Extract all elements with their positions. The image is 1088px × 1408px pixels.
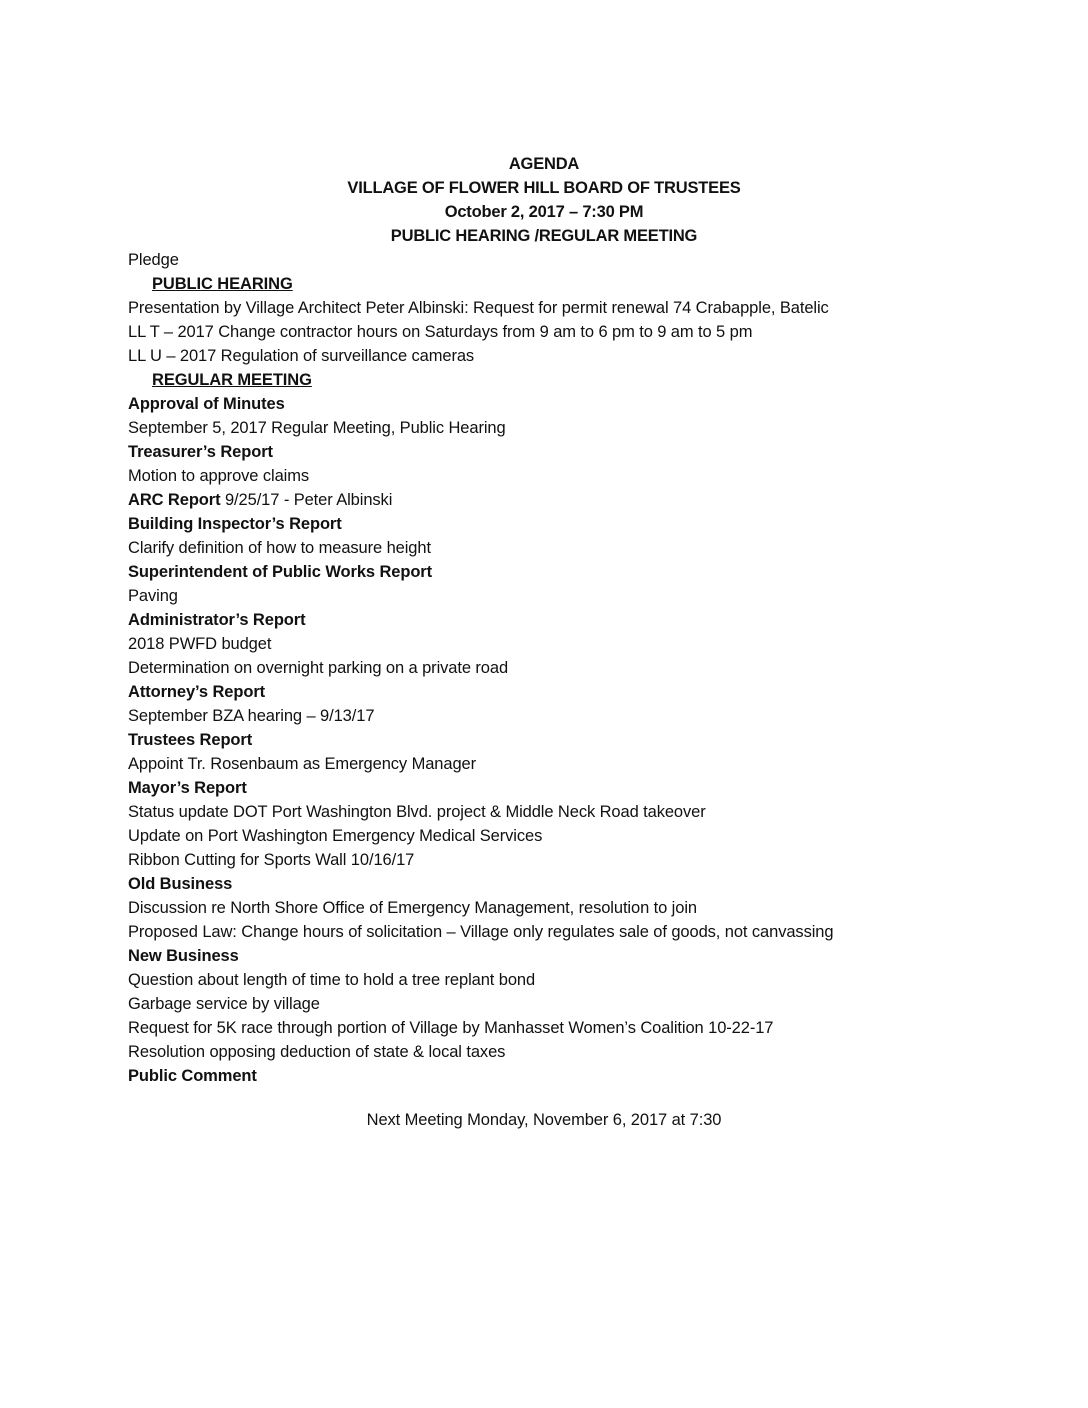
next-meeting-note: Next Meeting Monday, November 6, 2017 at 7:30	[366, 1111, 722, 1129]
list-item: Presentation by Village Architect Peter Albinski: Request for permit renewal 74 Crabapple, Batelic	[128, 299, 829, 317]
list-item: Motion to approve claims	[128, 467, 310, 485]
new-business-heading: New Business	[128, 947, 239, 965]
list-item: Paving	[128, 587, 178, 605]
pledge-item: Pledge	[128, 251, 179, 269]
list-item: Status update DOT Port Washington Blvd. project & Middle Neck Road takeover	[128, 803, 706, 821]
list-item: Appoint Tr. Rosenbaum as Emergency Manager	[128, 755, 476, 773]
arc-report-heading: ARC Report	[128, 491, 221, 509]
section-heading	[128, 272, 1028, 296]
treasurers-report-heading: Treasurer’s Report	[128, 443, 273, 461]
public-hearing-heading: PUBLIC HEARING	[152, 275, 293, 293]
old-business-heading: Old Business	[128, 875, 233, 893]
meeting-date: October 2, 2017 – 7:30 PM	[444, 203, 644, 221]
list-item: September 5, 2017 Regular Meeting, Public Hearing	[128, 419, 506, 437]
list-item: 2018 PWFD budget	[128, 635, 272, 653]
building-inspector-heading: Building Inspector’s Report	[128, 515, 342, 533]
list-item: Proposed Law: Change hours of solicitation – Village only regulates sale of goods, not canvassing	[128, 923, 834, 941]
mayor-heading: Mayor’s Report	[128, 779, 247, 797]
arc-report-line	[128, 488, 1028, 512]
list-item: Update on Port Washington Emergency Medical Services	[128, 827, 543, 845]
section-heading	[128, 368, 1028, 392]
list-item: Question about length of time to hold a tree replant bond	[128, 971, 536, 989]
agenda-title: AGENDA	[508, 155, 580, 173]
public-comment-heading: Public Comment	[128, 1067, 257, 1085]
trustees-heading: Trustees Report	[128, 731, 253, 749]
list-item: LL T – 2017 Change contractor hours on Saturdays from 9 am to 6 pm to 9 am to 5 pm	[128, 323, 753, 341]
public-works-heading: Superintendent of Public Works Report	[128, 563, 433, 581]
agenda-body	[128, 248, 1028, 1088]
arc-report-detail: 9/25/17 - Peter Albinski	[220, 491, 393, 509]
administrator-heading: Administrator’s Report	[128, 611, 306, 629]
attorney-heading: Attorney’s Report	[128, 683, 266, 701]
board-name: VILLAGE OF FLOWER HILL BOARD OF TRUSTEES	[347, 179, 741, 197]
list-item: Ribbon Cutting for Sports Wall 10/16/17	[128, 851, 415, 869]
regular-meeting-heading: REGULAR MEETING	[152, 371, 312, 389]
list-item: Request for 5K race through portion of Village by Manhasset Women’s Coalition 10-22-17	[128, 1019, 774, 1037]
agenda-header	[0, 152, 1088, 248]
list-item: LL U – 2017 Regulation of surveillance cameras	[128, 347, 475, 365]
approval-of-minutes-heading: Approval of Minutes	[128, 395, 285, 413]
list-item: September BZA hearing – 9/13/17	[128, 707, 375, 725]
meeting-type: PUBLIC HEARING /REGULAR MEETING	[390, 227, 698, 245]
list-item: Discussion re North Shore Office of Emergency Management, resolution to join	[128, 899, 697, 917]
list-item: Clarify definition of how to measure height	[128, 539, 431, 557]
list-item: Determination on overnight parking on a private road	[128, 659, 509, 677]
list-item: Garbage service by village	[128, 995, 320, 1013]
list-item: Resolution opposing deduction of state & local taxes	[128, 1043, 506, 1061]
